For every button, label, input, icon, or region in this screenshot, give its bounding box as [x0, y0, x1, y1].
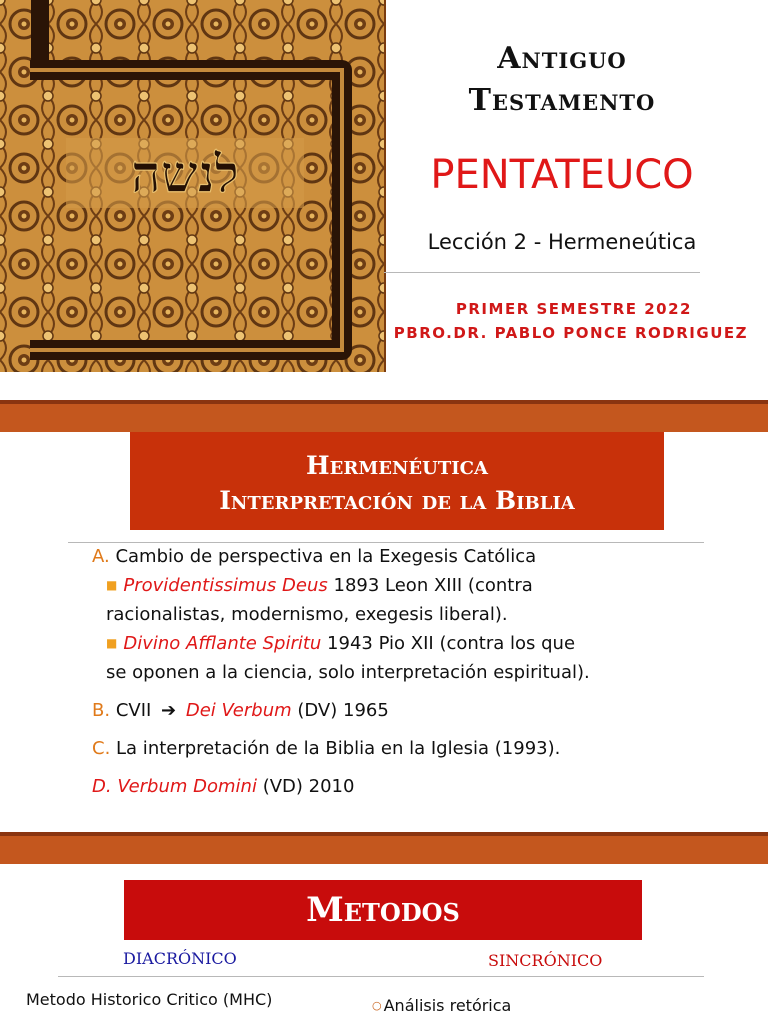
sub-text-cont: racionalistas, modernismo, exegesis liberal). [106, 604, 508, 625]
column-title-diachronic: DIACRÓNICO [123, 949, 237, 968]
divider [58, 976, 704, 977]
sub-text: 1943 Pio XII (contra los que [321, 633, 576, 654]
header-line-2: Interpretación de la Biblia [219, 486, 575, 515]
item-text: Cambio de perspectiva en la Exegesis Católica [115, 546, 537, 567]
sub-item [106, 571, 732, 629]
header-line-1: Hermenéutica [306, 451, 488, 480]
slide-title [0, 0, 768, 392]
list-item [92, 542, 732, 571]
square-bullet-icon: ■ [106, 578, 118, 592]
slide-hermeneutica [0, 432, 768, 830]
list-item [92, 734, 732, 763]
document-title: Dei Verbum [185, 700, 292, 721]
item-letter: A. [92, 546, 110, 567]
slide-divider-band [0, 832, 768, 864]
ornamental-hebrew-manuscript-icon [0, 0, 386, 372]
list-item [92, 696, 732, 725]
item-letter: C. [92, 738, 111, 759]
title-line-1: Antiguo [497, 41, 627, 76]
item-letter: D. [92, 776, 112, 797]
band-edge [0, 832, 768, 836]
sub-text-cont: se oponen a la ciencia, solo interpretación espiritual). [106, 662, 590, 683]
circle-bullet-icon: ○ [372, 999, 382, 1012]
title-line-2: Testamento [468, 83, 656, 118]
svg-text:לנשה: לנשה [131, 144, 239, 205]
title-block [384, 0, 768, 392]
slide-header: Metodos [124, 880, 642, 940]
divider [384, 272, 700, 273]
list-item [372, 996, 511, 1015]
item-text: Análisis retórica [383, 996, 512, 1015]
document-title: Verbum Domini [117, 776, 257, 797]
list-item: Metodo Historico Critico (MHC) [26, 990, 273, 1009]
document-title: Providentissimus Deus [123, 575, 328, 596]
slide-divider-band [0, 400, 768, 432]
main-title [384, 38, 740, 122]
slide-header [130, 432, 664, 530]
right-arrow-icon: ➔ [161, 700, 177, 721]
semester-label: PRIMER SEMESTRE 2022 [455, 300, 692, 318]
square-bullet-icon: ■ [106, 636, 118, 650]
band-edge [0, 400, 768, 404]
item-text: (VD) 2010 [256, 776, 355, 797]
item-text: CVII [115, 700, 152, 721]
author-label: PBRO.DR. PABLO PONCE RODRIGUEZ [393, 324, 748, 342]
item-letter: B. [92, 700, 111, 721]
lesson-label: Lección 2 - Hermeneútica [427, 230, 697, 254]
document-title: Divino Afflante Spiritu [123, 633, 322, 654]
slide-body [92, 542, 732, 801]
slide-metodos [0, 866, 768, 1024]
list-item [92, 772, 732, 801]
sub-text: 1893 Leon XIII (contra [327, 575, 533, 596]
item-text: La interpretación de la Biblia en la Iglesia (1993). [116, 738, 561, 759]
column-title-synchronic: SINCRÓNICO [488, 951, 603, 970]
subject-title: PENTATEUCO [430, 152, 694, 198]
sub-item [106, 629, 732, 687]
item-text: (DV) 1965 [291, 700, 389, 721]
